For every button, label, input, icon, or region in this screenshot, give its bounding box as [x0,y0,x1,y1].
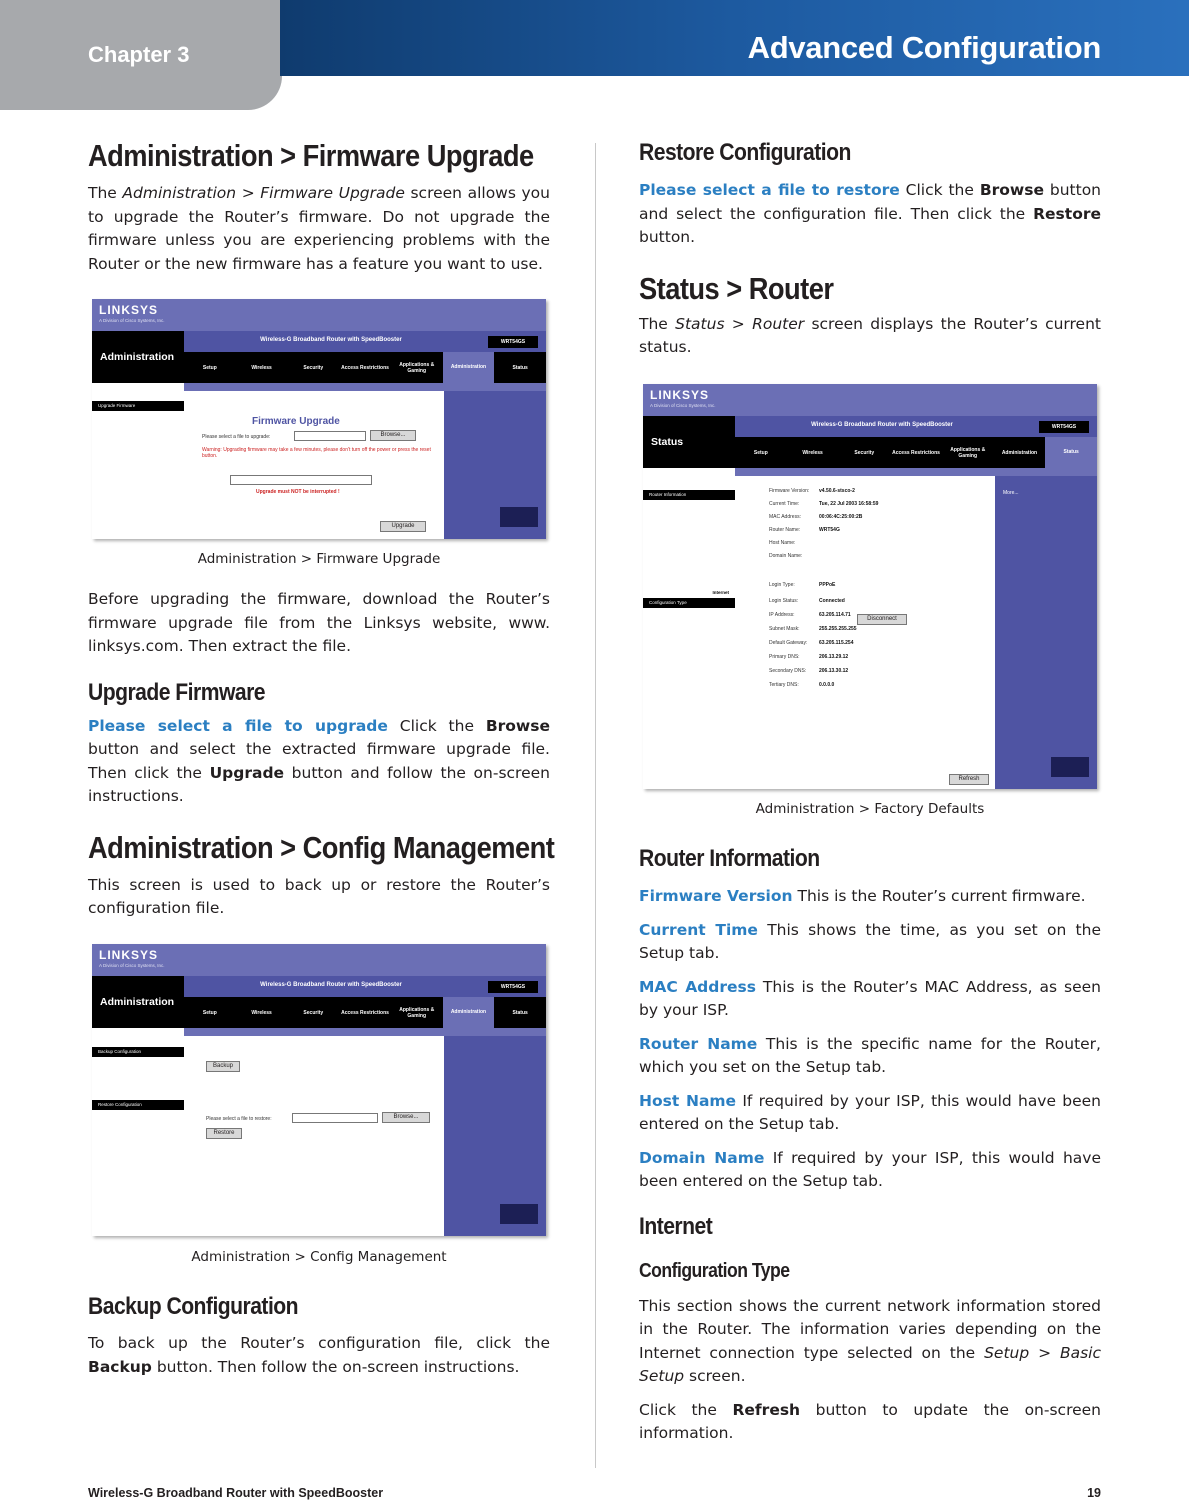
refresh-paragraph [639,1399,1101,1446]
tab-security[interactable]: Security [303,364,324,371]
fw-notice: Upgrade must NOT be interrupted ! [256,489,340,495]
status-row-value: PPPoE [819,582,836,588]
screen-main [184,391,444,539]
subtab-bar [184,1028,546,1036]
status-row-value: 00:06:4C:25:00:2B [819,514,863,520]
tab-security[interactable]: Security [303,1009,324,1016]
heading-firmware-upgrade: Administration > Firmware Upgrade [88,138,534,173]
firmware-upgrade-screenshot [92,299,546,539]
section-label: Administration [100,351,175,363]
linksys-logo: LINKSYS [99,303,159,317]
right-column-bottom [639,844,1101,1446]
logo-subtitle: A Division of Cisco Systems, Inc. [650,403,716,408]
text: button. Then follow the on-screen instructions. [151,1357,520,1376]
router-info-item [639,919,1101,966]
tab-access[interactable]: Access Restrictions [341,1009,389,1016]
fw-warning: Warning: Upgrading firmware may take a few minutes, please don't turn off the power or press the reset button. [202,447,431,459]
tab-security[interactable]: Security [854,449,875,456]
status-row-label: Current Time: [769,501,800,507]
tab-admin[interactable]: Administration [1001,449,1038,456]
fw-title: Firmware Upgrade [252,416,340,427]
section-label: Status [651,436,684,448]
status-row-value: v4.50.6-stsco-2 [819,488,855,494]
side-label-internet: Internet [643,588,735,598]
text: If required by your ISP, this would have been entered on the Setup tab. [639,1148,1101,1190]
heading-status-router: Status > Router [639,270,834,306]
cisco-logo [500,1204,538,1224]
column-divider [595,143,596,1468]
status-row-label: Login Type: [769,582,795,588]
config-management-screenshot [92,944,546,1236]
firmware-before: Before upgrading the firmware, download the Router’s firmware upgrade file from the Linksys website, www. linksys.com. Then extract the file. [88,590,550,655]
term: Host Name [639,1091,737,1110]
screen-tabs [184,997,546,1028]
term: Please select a file to restore [639,181,900,199]
text: This is the Router’s current firmware. [792,887,1086,905]
heading-restore: Restore Configuration [639,139,851,166]
text-bold: Browse [979,181,1044,199]
help-panel [995,476,1097,789]
router-info-item [639,976,1101,1023]
status-row-label: MAC Address: [769,514,801,520]
restore-paragraph [639,179,1101,250]
tab-setup[interactable]: Setup [202,1009,217,1016]
progress-field [230,475,372,485]
conftype-paragraph [639,1295,1101,1389]
section-box [92,976,184,1028]
tab-setup[interactable]: Setup [202,364,217,371]
tab-apps[interactable]: Applications & Gaming [399,1006,435,1019]
left-column-mid [88,588,555,921]
text-bold: Backup [88,1357,152,1376]
tab-status[interactable]: Status [512,1009,528,1016]
text: button and follow the on-screen instructions. [88,763,550,805]
text: The [639,314,676,333]
screen-top-bar [643,384,1097,416]
text: Click the [899,181,980,199]
text: This section shows the current network information stored in the Router. The information varies depending on the Internet connection type selected on the [639,1296,1101,1362]
screen-sidebar [643,476,735,789]
text: This shows the time, as you set on the Setup tab. [639,920,1101,962]
heading-config-type: Configuration Type [639,1259,790,1282]
text: button and select the configuration file. Then click the [639,181,1101,223]
router-info-item [639,885,1101,909]
status-row-value: 0.0.0.0 [819,682,835,688]
logo-subtitle: A Division of Cisco Systems, Inc. [99,963,165,968]
heading-backup: Backup Configuration [88,1293,299,1320]
status-router-screenshot [643,384,1097,789]
help-panel [444,1036,546,1236]
heading-config-management: Administration > Config Management [88,829,555,865]
page-header [0,0,1189,110]
tab-wireless[interactable]: Wireless [251,1009,272,1016]
text-bold: Restore [1033,204,1101,223]
upgrade-button[interactable]: Upgrade [380,521,426,532]
term: MAC Address [639,977,756,996]
config-paragraph: This screen is used to back up or restore the Router’s configuration file. [88,875,550,917]
cisco-logo [1051,757,1089,777]
section-box [92,331,184,383]
tab-admin[interactable]: Administration [443,997,495,1028]
cisco-logo [500,507,538,527]
left-column [88,138,550,276]
term: Domain Name [639,1148,765,1167]
page-number: 19 [1087,1486,1101,1500]
section-box [643,416,735,468]
firmware-intro [88,182,550,276]
caption-config: Administration > Config Management [191,1249,447,1265]
status-paragraph [639,313,1101,360]
side-label-backup: Backup Configuration [92,1047,184,1057]
product-name: Wireless-G Broadband Router with SpeedBooster [260,982,402,988]
text: screen displays the Router’s current status. [639,314,1101,356]
section-label: Administration [100,996,175,1008]
text: button. [639,228,696,246]
status-row-label: Router Name: [769,527,801,533]
restore-file-input[interactable] [292,1113,378,1123]
text: screen. [684,1367,746,1385]
status-row-label: Secondary DNS: [769,668,807,674]
status-row-label: IP Address: [769,612,795,618]
refresh-button[interactable]: Refresh [949,774,989,785]
text-bold: Refresh [732,1400,801,1419]
text: screen allows you to upgrade the Router’s firmware. Do not upgrade the firmware unless you are experiencing problems with the Router or the new firmware has a feature you want to use. [88,184,550,273]
heading-router-info: Router Information [639,845,820,872]
text-bold: Upgrade [209,763,285,782]
fw-file-input[interactable] [294,431,366,441]
tab-status[interactable]: Status [1045,437,1097,468]
tab-access[interactable]: Access Restrictions [892,449,940,456]
model-badge: WRT54GS [1039,421,1089,433]
status-row-label: Default Gateway: [769,640,808,646]
status-row-value: 206.13.30.12 [819,668,849,674]
chapter-title: Advanced Configuration [747,30,1101,65]
tab-status[interactable]: Status [512,364,528,371]
screen-sidebar [92,391,184,539]
backup-button[interactable]: Backup [206,1061,240,1072]
more-link[interactable]: More... [1003,490,1019,496]
status-row-value: 63.205.114.71 [819,612,851,618]
text-italic: Administration > Firmware Upgrade [122,184,405,202]
heading-upgrade-firmware: Upgrade Firmware [88,678,266,706]
product-band [184,976,546,997]
restore-button[interactable]: Restore [206,1128,242,1139]
tab-access[interactable]: Access Restrictions [341,364,389,371]
text-italic: Status > Router [675,314,805,333]
screen-top-bar [92,944,546,976]
router-info-item [639,1147,1101,1194]
subtab-bar [735,468,1097,476]
text-italic: Setup > Basic Setup [639,1343,1101,1385]
term: Firmware Version [639,887,793,905]
status-row-label: Tertiary DNS: [769,682,799,688]
status-row-value: WRT54G [819,527,840,533]
status-row-label: Domain Name: [769,553,803,559]
text: Click the [387,716,486,735]
chapter-label: Chapter 3 [88,42,190,67]
left-column-bottom [88,1292,550,1379]
status-row-label: Login Status: [769,598,799,604]
side-label: Upgrade Firmware [92,401,184,411]
browse-button[interactable]: Browse... [382,1112,430,1123]
screen-tabs [184,352,546,383]
side-label-restore: Restore Configuration [92,1100,184,1110]
help-panel [444,391,546,539]
product-band [184,331,546,352]
side-label-conftype: Configuration Type [643,598,735,608]
linksys-logo: LINKSYS [650,388,710,402]
status-row-label: Subnet Mask: [769,626,800,632]
caption-status: Administration > Factory Defaults [755,801,985,817]
subtab-bar [184,383,546,391]
model-badge: WRT54GS [488,981,538,993]
status-row-value: 206.13.29.12 [819,654,849,660]
text: If required by your ISP, this would have been entered on the Setup tab. [639,1091,1102,1133]
status-row-label: Primary DNS: [769,654,800,660]
text: button and select the extracted firmware upgrade file. Then click the [88,740,550,782]
text: This is the specific name for the Router, which you set on the Setup tab. [639,1034,1101,1076]
browse-button[interactable]: Browse... [370,430,416,441]
text: button to update the on-screen information. [639,1400,1102,1442]
screen-sidebar [92,1036,184,1236]
tab-apps[interactable]: Applications & Gaming [950,446,986,459]
term: Current Time [639,920,758,939]
tab-setup[interactable]: Setup [753,449,768,456]
caption-firmware: Administration > Firmware Upgrade [197,551,441,567]
fw-prompt: Please select a file to upgrade: [202,434,271,440]
disconnect-button[interactable]: Disconnect [857,614,907,625]
model-badge: WRT54GS [488,336,538,348]
right-column [639,138,1101,360]
term: Router Name [639,1034,758,1053]
backup-paragraph [88,1332,550,1379]
screen-top-bar [92,299,546,331]
text-bold: Browse [485,716,550,735]
linksys-logo: LINKSYS [99,948,159,962]
status-row-value: Connected [819,598,845,604]
restore-prompt: Please select a file to restore: [206,1116,272,1122]
router-info-item [639,1090,1101,1137]
upgrade-paragraph [88,715,550,809]
router-info-list [639,885,1101,1194]
product-name: Wireless-G Broadband Router with SpeedBooster [811,422,953,428]
term: Please select a file to upgrade [88,716,388,735]
text: Click the [639,1400,733,1419]
status-row-value: 63.205.115.254 [819,640,854,646]
tab-apps[interactable]: Applications & Gaming [399,361,435,374]
screen-main [735,476,995,789]
heading-internet: Internet [639,1212,713,1240]
status-row-label: Firmware Version: [769,488,810,494]
status-row-value: Tue, 22 Jul 2003 16:58:59 [819,501,879,507]
tab-wireless[interactable]: Wireless [251,364,272,371]
screen-tabs [735,437,1097,468]
product-name: Wireless-G Broadband Router with SpeedBooster [260,337,402,343]
text: This is the Router’s MAC Address, as seen by your ISP. [639,977,1101,1019]
status-row-value: 255.255.255.255 [819,626,857,632]
side-label-info: Router Information [643,490,735,500]
tab-admin[interactable]: Administration [443,352,495,383]
screen-main [184,1036,444,1236]
tab-wireless[interactable]: Wireless [802,449,823,456]
text: The [88,184,123,202]
logo-subtitle: A Division of Cisco Systems, Inc. [99,318,165,323]
product-band [735,416,1097,437]
status-row-label: Host Name: [769,540,796,546]
footer-product: Wireless-G Broadband Router with SpeedBooster [88,1486,384,1500]
text: To back up the Router’s configuration file, click the [88,1334,550,1352]
router-info-item [639,1033,1101,1080]
